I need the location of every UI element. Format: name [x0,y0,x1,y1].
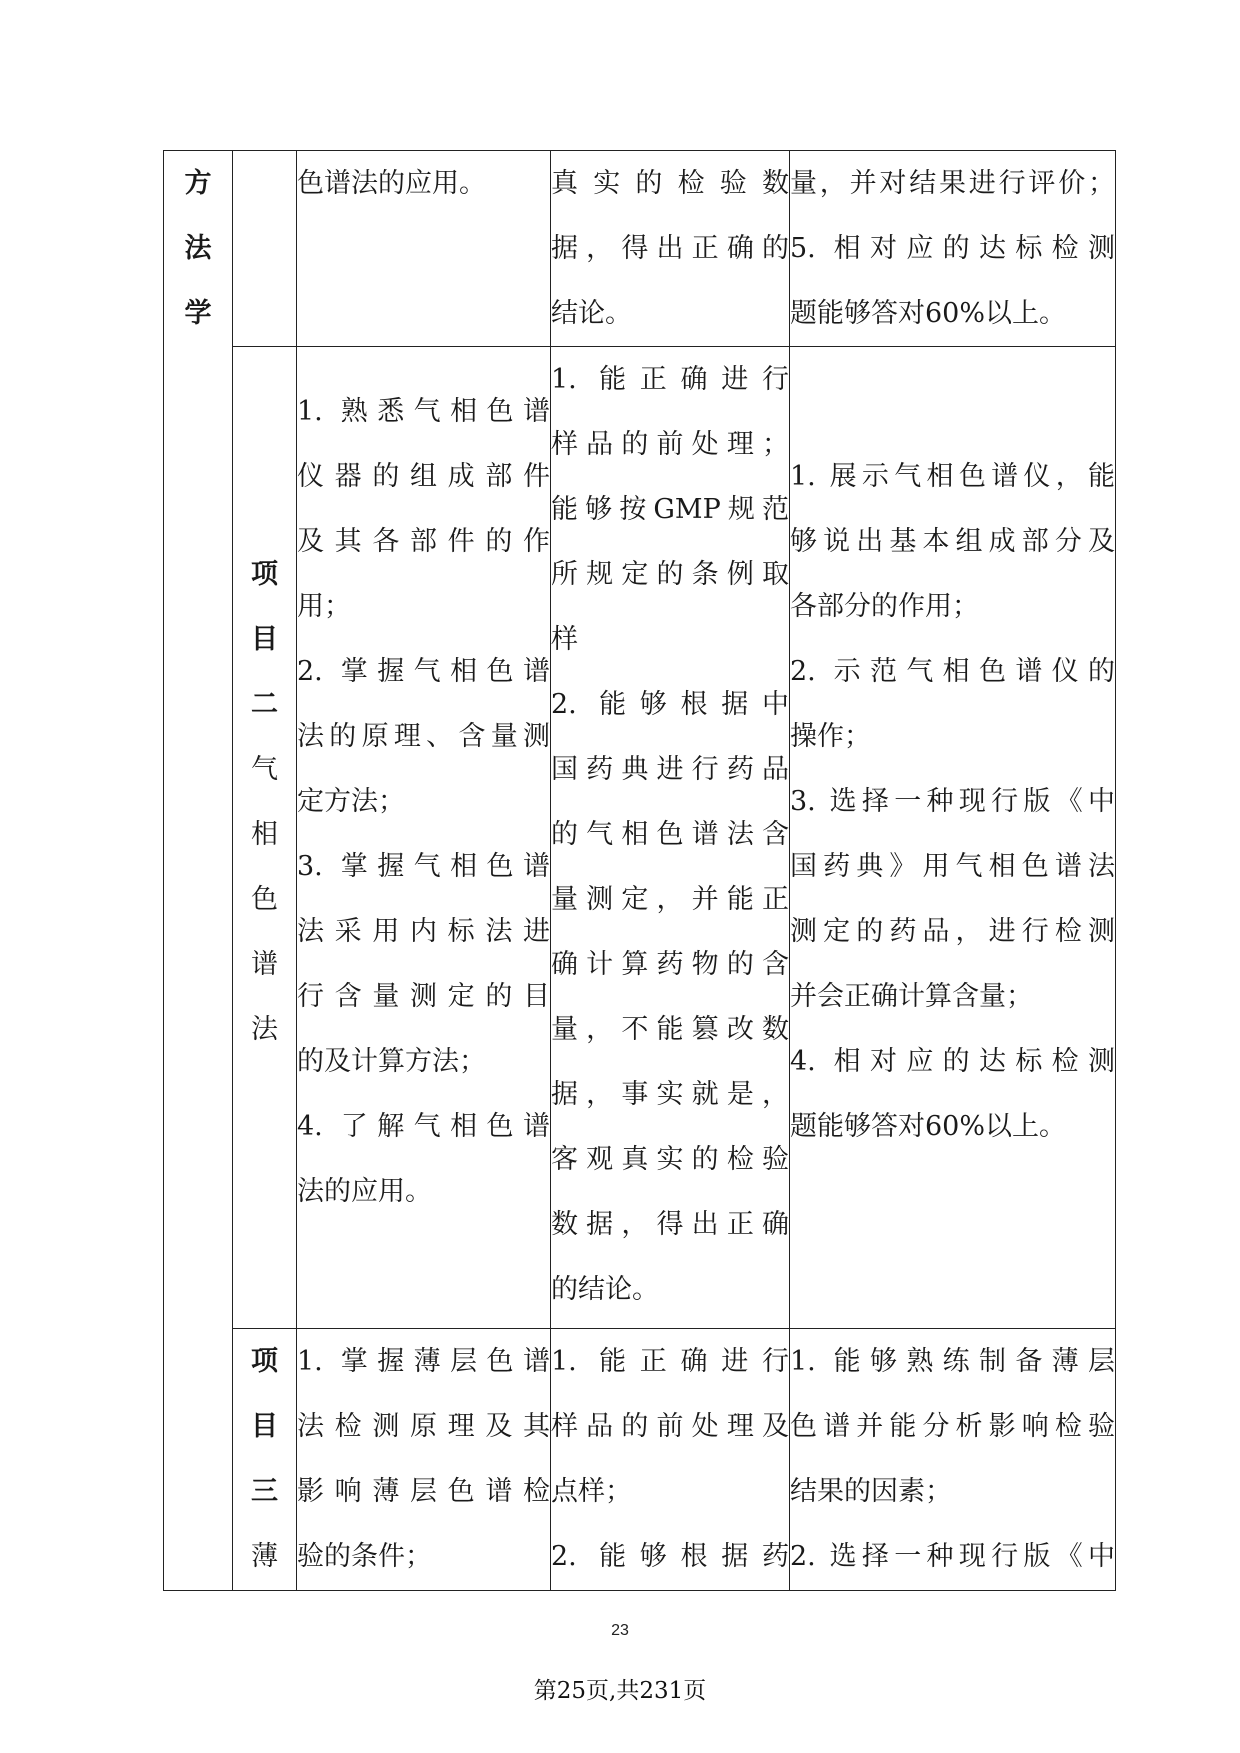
text-line: 色谱并能分析影响检验 [790,1411,1115,1442]
text-line: 所规定的条例取 [551,559,789,590]
text-line: 仪器的组成部件 [297,461,550,492]
text-line: 4. 相对应的达标检测 [790,1046,1115,1077]
text-line: 1. 能正确进行 [551,364,789,395]
text-line: 客观真实的检验 [551,1144,789,1175]
text-line: 确计算药物的含 [551,949,789,980]
text-line: 真实的检验数 [551,168,789,199]
assessment-cell [790,1329,1116,1591]
text-line: 样 [551,624,578,655]
page-footer: 第25页,共231页 [533,1678,707,1704]
text-line: 4. 了解气相色谱 [297,1111,550,1142]
knowledge-goal-cell [297,347,551,1329]
text-line: 各部分的作用； [790,591,979,622]
text-line: 1. 展示气相色谱仪，能 [790,461,1115,492]
text-line: 行含量测定的目 [297,981,550,1012]
text-line: 色谱法的应用。 [297,168,486,199]
text-line: 结论。 [551,298,632,329]
table-row [164,151,1116,347]
text-line: 够说出基本组成部分及 [790,526,1115,557]
table-row [164,347,1116,1329]
text-line: 验的条件； [297,1541,432,1572]
text-line: 法检测原理及其 [297,1411,550,1442]
text-line: 2. 能够根据药 [551,1541,789,1572]
text-line: 用； [297,591,351,622]
project-char: 目 [251,1411,278,1442]
text-line: 国药典》用气相色谱法 [790,851,1115,882]
text-line: 并会正确计算含量； [790,981,1033,1012]
text-line: 2. 选择一种现行版《中 [790,1541,1115,1572]
text-line: 1. 能正确进行 [551,1346,789,1377]
assessment-cell [790,347,1116,1329]
project-cell [233,1329,297,1591]
text-line: 5. 相对应的达标检测 [790,233,1115,264]
text-line: 的及计算方法； [297,1046,486,1077]
text-line: 题能够答对60%以上。 [790,298,1067,329]
text-line: 国药典进行药品 [551,754,789,785]
project-char: 谱 [251,949,278,980]
skill-goal-cell [551,151,790,347]
category-cell [164,151,233,1591]
text-line: 数据，得出正确 [551,1209,789,1240]
text-line: 操作； [790,721,871,752]
category-char: 学 [184,298,212,329]
text-line: 结果的因素； [790,1476,952,1507]
text-line: 能够按GMP规范 [551,494,789,525]
project-cell [233,347,297,1329]
text-line: 点样； [551,1476,632,1507]
text-line: 法采用内标法进 [297,916,550,947]
text-line: 2. 掌握气相色谱 [297,656,550,687]
curriculum-table [163,150,1116,1591]
skill-goal-cell [551,1329,790,1591]
project-char: 法 [251,1014,278,1045]
text-line: 量，并对结果进行评价； [790,168,1115,199]
text-line: 量，不能篡改数 [551,1014,789,1045]
project-char: 二 [251,689,278,720]
table-row [164,1329,1116,1591]
skill-goal-cell [551,347,790,1329]
text-line: 的气相色谱法含 [551,819,789,850]
page-number: 23 [611,1622,629,1639]
text-line: 的结论。 [551,1274,659,1305]
text-line: 题能够答对60%以上。 [790,1111,1067,1142]
text-line: 量测定，并能正 [551,884,789,915]
text-line: 样品的前处理及 [551,1411,789,1442]
text-line: 及其各部件的作 [297,526,550,557]
category-char: 法 [184,233,212,264]
text-line: 1. 掌握薄层色谱 [297,1346,550,1377]
text-line: 样品的前处理； [551,429,789,460]
text-line: 据，事实就是， [551,1079,789,1110]
text-line: 1. 熟悉气相色谱 [297,396,550,427]
project-char: 目 [251,624,278,655]
text-line: 据，得出正确的 [551,233,789,264]
text-line: 2. 示范气相色谱仪的 [790,656,1115,687]
knowledge-goal-cell [297,151,551,347]
text-line: 3. 掌握气相色谱 [297,851,550,882]
project-char: 色 [251,884,278,915]
category-char: 方 [184,168,212,199]
project-char: 相 [251,819,278,850]
assessment-cell [790,151,1116,347]
text-line: 3. 选择一种现行版《中 [790,786,1115,817]
text-line: 法的应用。 [297,1176,432,1207]
project-cell [233,151,297,347]
text-line: 定方法； [297,786,405,817]
text-line: 1. 能够熟练制备薄层 [790,1346,1115,1377]
text-line: 影响薄层色谱检 [297,1476,550,1507]
text-line: 2. 能够根据中 [551,689,789,720]
knowledge-goal-cell [297,1329,551,1591]
project-char: 项 [251,559,278,590]
project-char: 项 [251,1346,278,1377]
project-char: 薄 [251,1541,278,1572]
text-line: 法的原理、含量测 [297,721,550,752]
project-char: 三 [251,1476,278,1507]
text-line: 测定的药品，进行检测 [790,916,1115,947]
project-char: 气 [251,754,278,785]
